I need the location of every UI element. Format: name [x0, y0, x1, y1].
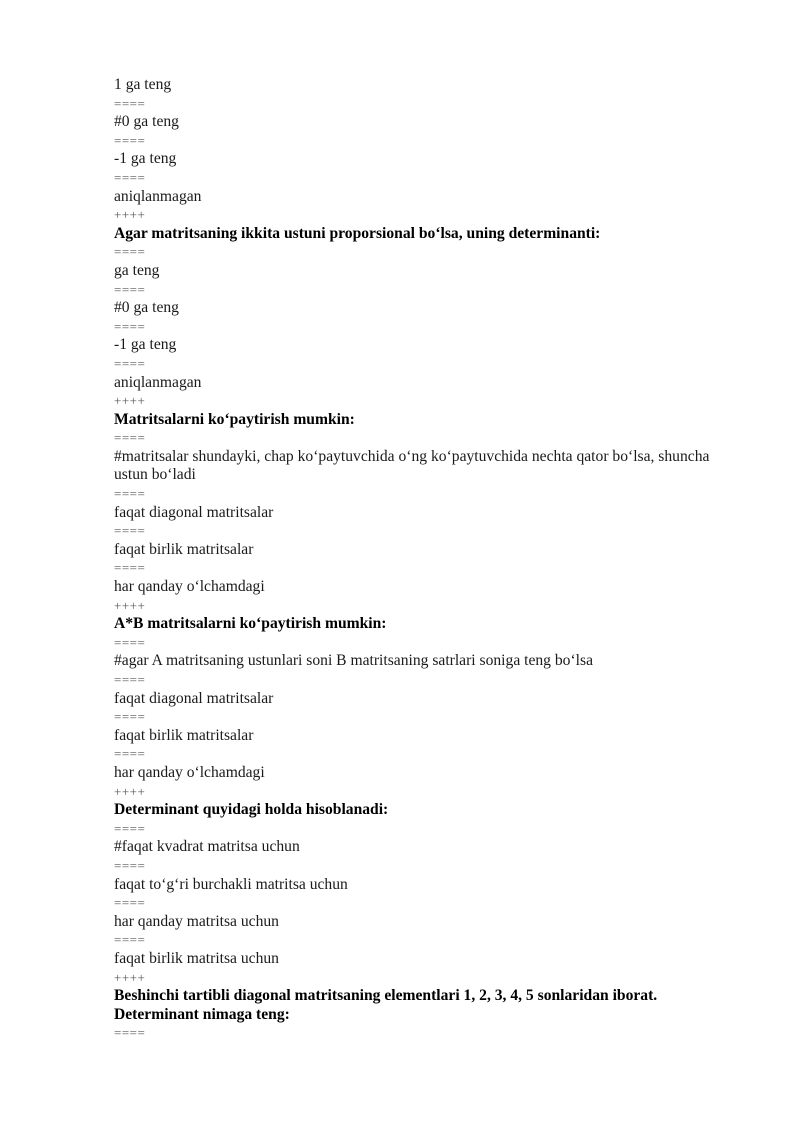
- separator-line: ++++: [114, 207, 146, 223]
- separator-line: ====: [114, 244, 146, 260]
- answer-option: ga teng: [114, 261, 160, 279]
- separator-line: ====: [114, 95, 146, 111]
- separator-line: ====: [114, 709, 146, 725]
- separator-line: ====: [114, 895, 146, 911]
- question-text: Matritsalarni ko‘paytirish mumkin:: [114, 410, 355, 428]
- answer-option: faqat birlik matritsalar: [114, 726, 254, 744]
- separator-line: ++++: [114, 597, 146, 613]
- separator-line: ====: [114, 857, 146, 873]
- separator-line: ++++: [114, 969, 146, 985]
- separator-line: ====: [114, 560, 146, 576]
- question-text: Agar matritsaning ikkita ustuni proporsional bo‘lsa, uning determinanti:: [114, 224, 601, 242]
- separator-line: ====: [114, 672, 146, 687]
- answer-option: #agar A matritsaning ustunlari soni B matritsaning satrlari soniga teng bo‘lsa: [114, 652, 593, 670]
- answer-option: aniqlanmagan: [114, 373, 202, 391]
- answer-option: faqat to‘g‘ri burchakli matritsa uchun: [114, 875, 348, 893]
- separator-line: ====: [114, 486, 146, 502]
- separator-line: ++++: [114, 783, 146, 799]
- document-body: [114, 76, 736, 1043]
- answer-option: 1 ga teng: [114, 76, 172, 93]
- answer-option: har qanday o‘lchamdagi: [114, 578, 265, 596]
- separator-line: ++++: [114, 393, 146, 409]
- answer-option: faqat birlik matritsalar: [114, 540, 254, 558]
- answer-option: faqat diagonal matritsalar: [114, 689, 274, 707]
- separator-line: ====: [114, 820, 146, 836]
- answer-option: aniqlanmagan: [114, 187, 202, 205]
- answer-option: #matritsalar shundayki, chap ko‘paytuvchida o‘ng ko‘paytuvchida nechta qator bo‘lsa, shuncha ustun bo‘ladi: [114, 447, 710, 484]
- separator-line: ====: [114, 355, 146, 371]
- separator-line: ====: [114, 132, 146, 148]
- answer-option: #faqat kvadrat matritsa uchun: [114, 838, 300, 856]
- answer-option: -1 ga teng: [114, 336, 177, 354]
- separator-line: ====: [114, 281, 146, 297]
- separator-line: ====: [114, 169, 146, 185]
- question-text: Determinant quyidagi holda hisoblanadi:: [114, 801, 389, 819]
- answer-option: har qanday matritsa uchun: [114, 912, 279, 930]
- separator-line: ====: [114, 430, 146, 446]
- answer-option: -1 ga teng: [114, 150, 177, 168]
- separator-line: ====: [114, 634, 146, 650]
- separator-line: ====: [114, 1025, 146, 1041]
- answer-option: #0 ga teng: [114, 299, 179, 317]
- answer-option: faqat birlik matritsa uchun: [114, 949, 279, 967]
- separator-line: ====: [114, 523, 146, 539]
- answer-option: faqat diagonal matritsalar: [114, 503, 274, 521]
- separator-line: ====: [114, 318, 146, 334]
- question-text: Beshinchi tartibli diagonal matritsaning elementlari 1, 2, 3, 4, 5 sonlaridan iborat. Determinant nimaga teng:: [114, 987, 658, 1023]
- separator-line: ====: [114, 746, 146, 762]
- question-text: A*B matritsalarni ko‘paytirish mumkin:: [114, 615, 387, 633]
- answer-option: har qanday o‘lchamdagi: [114, 763, 265, 781]
- separator-line: ====: [114, 932, 146, 948]
- answer-option: #0 ga teng: [114, 113, 179, 131]
